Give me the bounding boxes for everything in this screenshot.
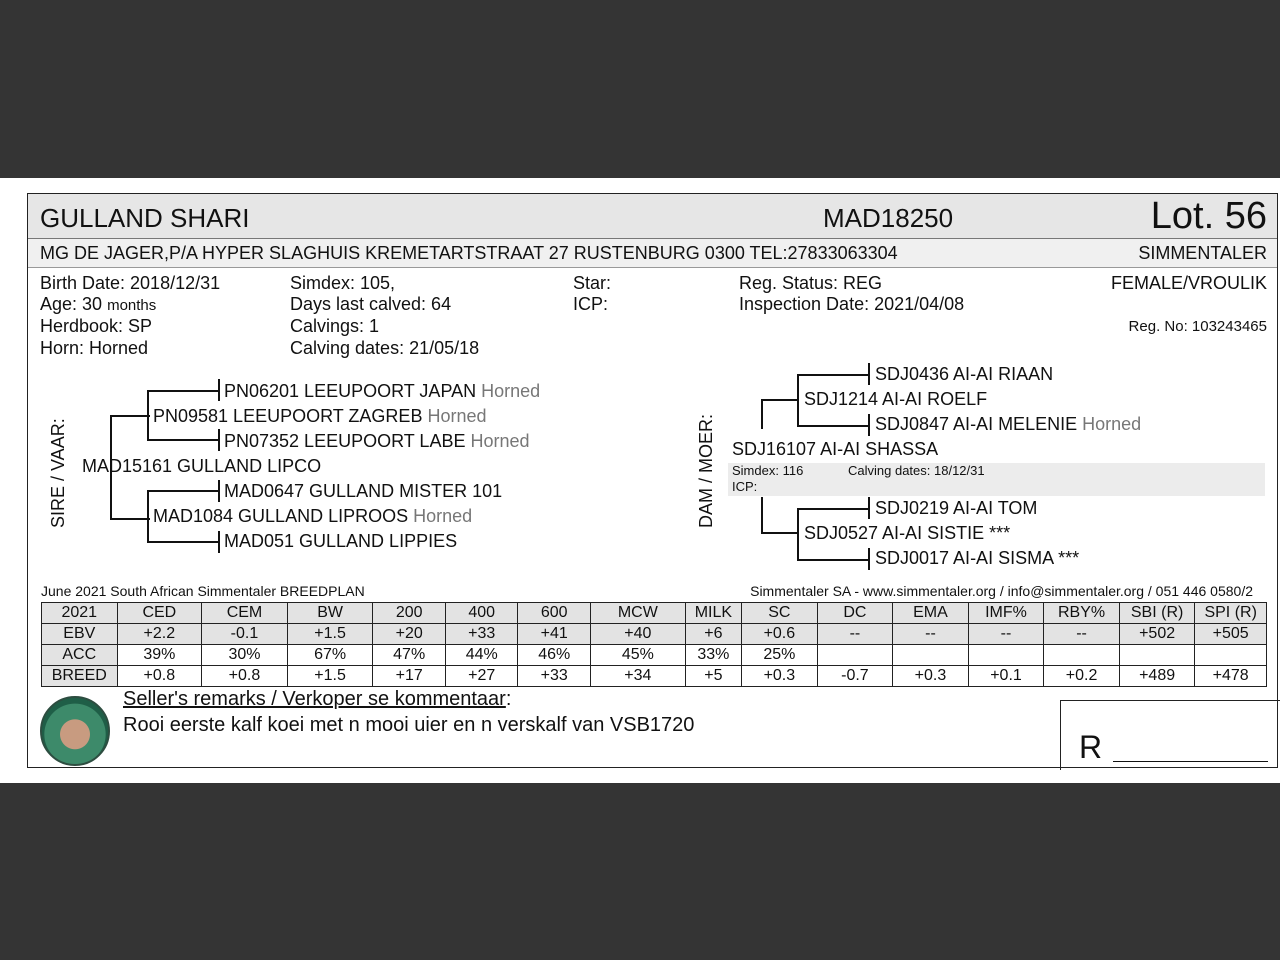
ebv-cell: +0.1 — [968, 666, 1044, 687]
ebv-cell: +0.3 — [742, 666, 818, 687]
ebv-cell: +489 — [1119, 666, 1195, 687]
simmentaler-sa-logo — [40, 696, 110, 766]
sex: FEMALE/VROULIK — [1110, 273, 1267, 293]
ss-connector — [147, 390, 149, 440]
ebv-cell: 47% — [373, 645, 446, 666]
ebv-cell: 30% — [202, 645, 288, 666]
ebv-header-row — [42, 603, 1267, 624]
owner-bar — [28, 239, 1277, 268]
dam-calving-dates: Calving dates: 18/12/31 — [848, 463, 985, 478]
reg-number: Reg. No: 103243465 — [1128, 318, 1267, 335]
ebv-cell: +27 — [445, 666, 518, 687]
star: Star: — [573, 273, 612, 293]
card-header — [28, 194, 1277, 239]
owner-details: MG DE JAGER,P/A HYPER SLAGHUIS KREMETARTSTRAAT 27 RUSTENBURG 0300 TEL:27833063304 — [40, 243, 898, 263]
dam-sire-dam: SDJ0847 AI-AI MELENIE Horned — [875, 414, 1142, 434]
ebv-cell — [817, 645, 893, 666]
ebv-cell: -0.1 — [202, 624, 288, 645]
ebv-cell: +40 — [591, 624, 686, 645]
remarks-text: Rooi eerste kalf koei met n mooi uier en n verskalf van VSB1720 — [123, 714, 695, 736]
ebv-cell: +6 — [685, 624, 741, 645]
registration-code: MAD18250 — [823, 203, 954, 233]
ebv-cell: +505 — [1195, 624, 1267, 645]
sire-sire: PN09581 LEEUPOORT ZAGREB Horned — [153, 406, 487, 426]
remarks-colon: : — [505, 688, 512, 710]
age — [40, 294, 156, 315]
ebv-cell: 39% — [117, 645, 202, 666]
acc-row — [42, 645, 1267, 666]
dam-details-bar — [728, 463, 1265, 496]
sire-dam-sire: MAD0647 GULLAND MISTER 101 — [224, 481, 503, 501]
dam-sire: SDJ1214 AI-AI ROELF — [804, 389, 988, 409]
rand-label: R — [1079, 729, 1103, 765]
ebv-header-cell: MILK — [685, 603, 741, 624]
ebv-header-cell: CEM — [202, 603, 288, 624]
price-line[interactable] — [1113, 761, 1268, 762]
ebv-cell: +0.3 — [893, 666, 969, 687]
ebv-cell: +0.8 — [202, 666, 288, 687]
age-value: Age: 30 — [40, 294, 103, 314]
calving-dates: Calving dates: 21/05/18 — [290, 338, 480, 358]
ebv-cell: 45% — [591, 645, 686, 666]
ebv-cell — [968, 645, 1044, 666]
reg-status: Reg. Status: REG — [739, 273, 883, 293]
ebv-cell: 44% — [445, 645, 518, 666]
ebv-cell: 46% — [518, 645, 591, 666]
birth-date: Birth Date: 2018/12/31 — [40, 273, 221, 293]
ebv-cell: +0.8 — [117, 666, 202, 687]
ebv-cell: -- — [817, 624, 893, 645]
calvings: Calvings: 1 — [290, 316, 380, 336]
price-box — [1060, 700, 1280, 770]
ebv-cell — [1119, 645, 1195, 666]
sire-dam: MAD1084 GULLAND LIPROOS Horned — [153, 506, 473, 526]
remarks-title: Seller's remarks / Verkoper se kommentaar — [123, 688, 506, 710]
ebv-cell: +20 — [373, 624, 446, 645]
ebv-header-cell: SC — [742, 603, 818, 624]
ebv-header-cell: 2021 — [42, 603, 118, 624]
simdex: Simdex: 105, — [290, 273, 396, 293]
ebv-cell: +0.6 — [742, 624, 818, 645]
animal-name: GULLAND SHARI — [40, 203, 250, 233]
breedplan-caption: June 2021 South African Simmentaler BREEDPLAN — [41, 583, 365, 599]
ebv-row-label: EBV — [42, 624, 118, 645]
ebv-cell: +17 — [373, 666, 446, 687]
sire-dam-dam: MAD051 GULLAND LIPPIES — [224, 531, 458, 551]
dam-name: SDJ16107 AI-AI SHASSA — [732, 439, 939, 459]
horn-status: Horn: Horned — [40, 338, 149, 358]
sire-label: SIRE / VAAR: — [48, 418, 68, 528]
days-last-calved: Days last calved: 64 — [290, 294, 452, 314]
ebv-cell: -- — [893, 624, 969, 645]
ebv-header-cell: 200 — [373, 603, 446, 624]
lot-number: Lot. 56 — [1150, 195, 1267, 237]
age-unit: months — [107, 297, 157, 314]
dam-dam-dam: SDJ0017 AI-AI SISMA *** — [875, 548, 1080, 568]
ebv-header-cell: IMF% — [968, 603, 1044, 624]
ebv-header-cell: 600 — [518, 603, 591, 624]
breed-row — [42, 666, 1267, 687]
breedplan-contact: Simmentaler SA - www.simmentaler.org / info@simmentaler.org / 051 446 0580/2 — [750, 583, 1253, 599]
ebv-header-cell: SBI (R) — [1119, 603, 1195, 624]
ebv-cell: +502 — [1119, 624, 1195, 645]
ebv-table — [41, 602, 1267, 687]
ebv-cell: +1.5 — [287, 624, 373, 645]
remarks-heading — [123, 688, 511, 711]
dam-dam: SDJ0527 AI-AI SISTIE *** — [804, 523, 1011, 543]
ebv-cell: -0.7 — [817, 666, 893, 687]
ebv-row-label: ACC — [42, 645, 118, 666]
ebv-header-cell: 400 — [445, 603, 518, 624]
breed-name: SIMMENTALER — [1138, 243, 1267, 263]
ebv-cell: +1.5 — [287, 666, 373, 687]
dam-dam-sire: SDJ0219 AI-AI TOM — [875, 498, 1038, 518]
ebv-cell — [1044, 645, 1120, 666]
dam-sire-sire: SDJ0436 AI-AI RIAAN — [875, 364, 1054, 384]
ebv-header-cell: SPI (R) — [1195, 603, 1267, 624]
sire-sire-dam: PN07352 LEEUPOORT LABE Horned — [224, 431, 530, 451]
ebv-cell — [893, 645, 969, 666]
ebv-cell: 25% — [742, 645, 818, 666]
herdbook: Herdbook: SP — [40, 316, 153, 336]
ebv-header-cell: DC — [817, 603, 893, 624]
ebv-cell: +34 — [591, 666, 686, 687]
ebv-cell: +33 — [445, 624, 518, 645]
icp: ICP: — [573, 294, 609, 314]
sire-name: MAD15161 GULLAND LIPCO — [82, 456, 322, 476]
inspection-date: Inspection Date: 2021/04/08 — [739, 294, 965, 314]
ebv-row — [42, 624, 1267, 645]
ebv-cell: 67% — [287, 645, 373, 666]
ebv-header-cell: BW — [287, 603, 373, 624]
dam-sire-connector — [761, 399, 763, 429]
ebv-header-cell: EMA — [893, 603, 969, 624]
ebv-row-label: BREED — [42, 666, 118, 687]
ebv-header-cell: CED — [117, 603, 202, 624]
ebv-header-cell: MCW — [591, 603, 686, 624]
sd-connector — [147, 490, 149, 542]
ebv-cell: -- — [1044, 624, 1120, 645]
ebv-cell: +5 — [685, 666, 741, 687]
ebv-cell — [1195, 645, 1267, 666]
dam-dam-connector — [761, 497, 763, 533]
ebv-header-cell: RBY% — [1044, 603, 1120, 624]
ebv-cell: +41 — [518, 624, 591, 645]
ebv-cell: -- — [968, 624, 1044, 645]
ebv-cell: +2.2 — [117, 624, 202, 645]
dam-label: DAM / MOER: — [696, 413, 716, 528]
ebv-cell: +0.2 — [1044, 666, 1120, 687]
lot-card — [27, 193, 1278, 768]
ebv-cell: +33 — [518, 666, 591, 687]
sire-sire-sire: PN06201 LEEUPOORT JAPAN Horned — [224, 381, 541, 401]
ebv-cell: 33% — [685, 645, 741, 666]
dam-simdex: Simdex: 116 — [732, 463, 804, 478]
ebv-cell: +478 — [1195, 666, 1267, 687]
dam-icp: ICP: — [732, 479, 758, 494]
